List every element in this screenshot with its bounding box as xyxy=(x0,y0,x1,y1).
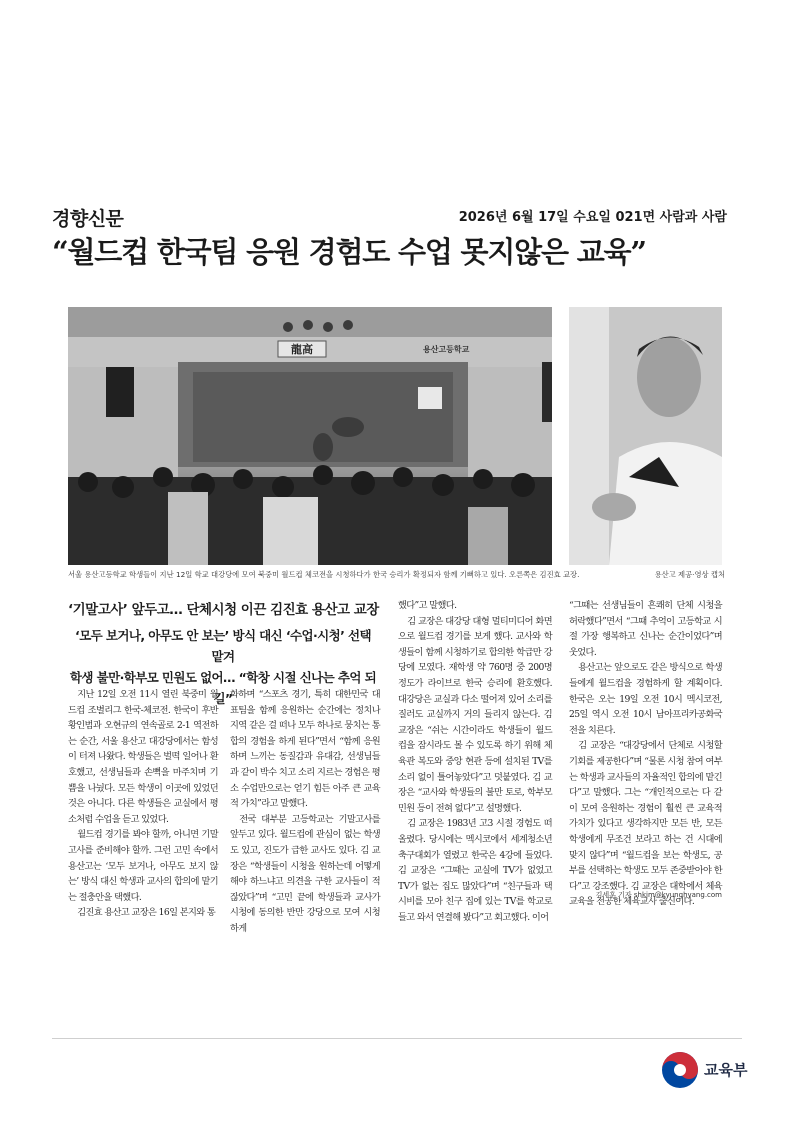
issue-date-page: 2026년 6월 17일 수요일 021면 사람과 사람 xyxy=(458,210,727,225)
paragraph: 김 교장은 대강당 대형 멀티미디어 화면으로 월드컵 경기를 보게 했다. 교사와 학생들이 함께 시청하기로 합의한 학급만 강당에 모였다. 재학생 약 760명 중 200명 정도가 라이브로 한국 승리에 환호했다. 대강당은 교실과 다소 떨어져 있어 소리를 질러도 교실까지 거의 들리지 않는다. 김 교장은 “쉬는 시간이라도 학생들이 월드컵을 잠시라도 볼 수 있도록 하기 위해 체육관 복도와 중앙 현관 등에 설치된 TV를 소리 없이 틀어놓았다”고 덧붙였다. 김 교장은 “교사와 학생들의 불만 토로, 학부모 민원 등이 전혀 없다”고 설명했다. xyxy=(398,615,552,814)
paragraph: 전국 대부분 고등학교는 기말고사를 앞두고 있다. 월드컵에 관심이 없는 학생도 있고, 진도가 급한 교사도 있다. 김 교장은 “학생들이 시청을 원하는데 어떻게 해야 하느냐고 의견을 구한 교사들이 적잖았다”며 “고민 끝에 학생들과 교사가 시청에 동의한 반만 강당으로 모여 시청하게 xyxy=(230,813,380,934)
taegeuk-logo-icon xyxy=(660,1050,700,1090)
stage-logo-text: 龍高 xyxy=(291,343,313,356)
auditorium-photo-drawing xyxy=(68,307,552,565)
paragraph: 김 교장은 1983년 고3 시절 경험도 떠올렸다. 당시에는 멕시코에서 세계청소년축구대회가 열렸고 한국은 4강에 들었다. 김 교장은 “그때는 교실에 TV가 없었고 TV가 없는 집도 많았다”며 “친구들과 택시비를 모아 친구 집에 있는 TV를 학교로 들고 와서 연결해 봤다”고 회고했다. 이어 xyxy=(398,818,552,923)
photo-caption: 서울 용산고등학교 학생들이 지난 12일 학교 대강당에 모여 북중미 월드컵 체코전을 시청하다가 한국 승리가 확정되자 함께 기뻐하고 있다. 오른쪽은 김진효 교장. xyxy=(68,570,580,579)
principal-photo xyxy=(569,307,722,565)
paragraph: “그때는 선생님들이 흔쾌히 단체 시청을 허락했다”면서 “그때 추억이 고등학교 시절 가장 행복하고 신나는 순간이었다”며 웃었다. xyxy=(569,600,722,658)
paragraph: 용산고는 앞으로도 같은 방식으로 학생들에게 월드컵을 경험하게 할 계획이다. 한국은 오는 19일 오전 10시 멕시코전, 25일 역시 오전 10시 남아프리카공화국전을 치른다. xyxy=(569,662,722,736)
deck-line-2: 학생 불만·학부모 민원도 없어… “학창 시절 신나는 추억 되길” xyxy=(69,670,377,706)
body-column-1 xyxy=(68,687,218,921)
paragraph: 월드컵 경기를 봐야 할까, 아니면 기말고사를 준비해야 할까. 그런 고민 속에서 용산고는 ‘모두 보거나, 아무도 보지 않는’ 방식 대신 학생과 교사의 합의에 맡기는 절충안을 택했다. xyxy=(68,829,218,903)
paragraph: 김진효 용산고 교장은 16일 본지와 통 xyxy=(77,907,216,919)
photo-credit: 용산고 제공·영상 캡처 xyxy=(654,570,725,579)
deck-line-1: ‘모두 보거나, 아무도 안 보는’ 방식 대신 ‘수업·시청’ 선택 맡겨 xyxy=(75,628,371,664)
body-column-2 xyxy=(230,687,380,937)
paragraph: 화하며 “스포츠 경기, 특히 대한민국 대표팀을 함께 응원하는 순간에는 정치나 지역 같은 걸 떠나 모두 하나로 뭉치는 통합의 경험을 하게 된다”면서 “함께 응원하며 느끼는 동질감과 유대감, 선생님들과 같이 박수 치고 소리 지르는 경험은 평소 수업만으로는 얻기 힘든 아주 큰 교육적 가치”라고 말했다. xyxy=(230,689,380,810)
newspaper-name: 경향신문 xyxy=(52,208,124,230)
body-column-3 xyxy=(398,598,552,925)
paragraph: 했다”고 말했다. xyxy=(398,600,457,611)
article-subhead: ‘기말고사’ 앞두고… 단체시청 이끈 김진효 용산고 교장 xyxy=(68,602,379,618)
paragraph: 지난 12일 오전 11시 열린 북중미 월드컵 조별리그 한국-체코전. 한국이 후반 황인범과 오현규의 연속골로 2-1 역전하는 순간, 서울 용산고 대강당에서는 함성이 터져 나왔다. 학생들은 벌떡 일어나 환호했고, 선생님들과 손뼉을 마주치며 기쁨을 나눴다. 모든 학생이 이곳에 있었던 것은 아니다. 다른 학생들은 교실에서 평소처럼 수업을 듣고 있었다. xyxy=(68,689,218,825)
auditorium-photo xyxy=(68,307,552,565)
principal-photo-drawing xyxy=(569,307,722,565)
reporter-byline: 김세훈 기자 shkim@kyunghyang.com xyxy=(595,891,722,899)
footer-divider xyxy=(52,1038,742,1039)
body-column-4 xyxy=(569,598,722,910)
stage-sign-text: 용산고등학교 xyxy=(423,345,470,354)
masthead xyxy=(52,204,727,230)
ministry-name: 교육부 xyxy=(704,1061,748,1079)
article-headline: “월드컵 한국팀 응원 경험도 수업 못지않은 교육” xyxy=(52,235,646,269)
paragraph: 김 교장은 “대강당에서 단체로 시청할 기회를 제공한다”며 “물론 시청 참여 여부는 학생과 교사들의 자율적인 합의에 맡긴다”고 말했다. 그는 “개인적으로는 다 같이 모여 응원하는 경험이 훨씬 큰 교육적 가치가 있다고 생각하지만 모든 반, 모든 학생에게 무조건 보라고 하는 건 시대에 맞지 않다”며 “월드컵을 보는 학생도, 공부를 선택하는 학생도 모두 존중받아야 한다”고 강조했다. 김 교장은 대학에서 체육교육을 전공한 체육교사 출신이다. xyxy=(569,740,722,908)
